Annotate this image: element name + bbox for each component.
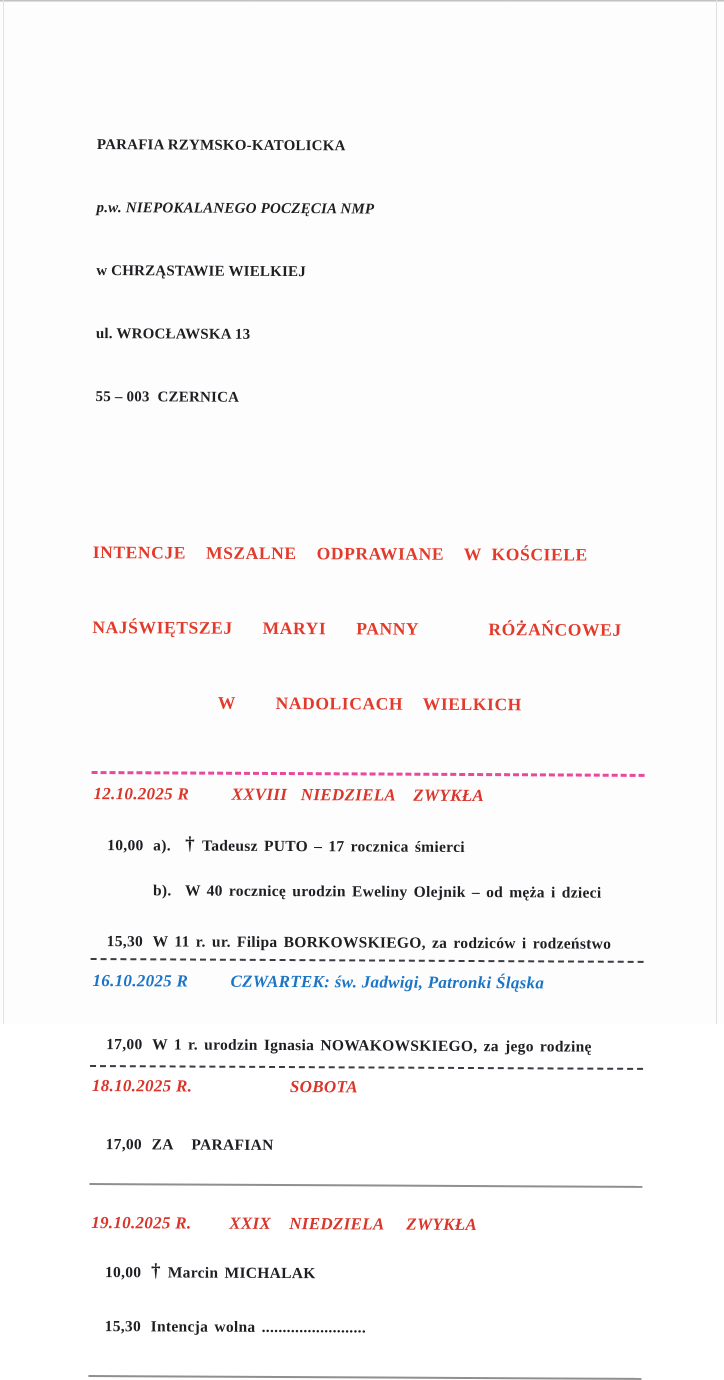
mass-entry	[105, 1262, 718, 1286]
title-line-2: NAJŚWIĘTSZEJ MARYI PANNY RÓŻAŃCOWEJ	[92, 615, 648, 643]
mass-entry	[105, 1316, 718, 1340]
entry-text: W 40 rocznicę urodzin Eweliny Olejnik – od męża i dzieci	[185, 881, 602, 904]
section-day-title: XXIX NIEDZIELA ZWYKŁA	[229, 1212, 477, 1236]
section-day-title: XXVIII NIEDZIELA ZWYKŁA	[231, 783, 484, 807]
section-header-sunday-12-10	[93, 782, 720, 808]
cross-icon: †	[151, 1261, 161, 1280]
entry-time: 17,00	[106, 1134, 152, 1155]
entry-time: 10,00	[107, 835, 153, 856]
section-day-title: CZWARTEK: św. Jadwigi, Patronki Śląska	[230, 970, 544, 995]
entry-text: Tadeusz PUTO – 17 rocznica śmierci	[202, 836, 465, 858]
dark-dashed-divider	[90, 1065, 643, 1070]
mass-entry	[106, 1034, 719, 1058]
solid-divider-bottom	[88, 1375, 641, 1380]
entry-text: ZA PARAFIAN	[152, 1134, 274, 1156]
section-header-saturday-18-10	[92, 1074, 719, 1100]
parish-dedication: p.w. NIEPOKALANEGO POCZĘCIA NMP	[96, 198, 723, 222]
entry-label: b).	[153, 880, 185, 901]
entry-text: W 1 r. urodzin Ignasia NOWAKOWSKIEGO, za jego rodzinę	[152, 1034, 592, 1057]
entry-time: 17,00	[106, 1034, 152, 1055]
parish-postal: 55 – 003 CZERNICA	[95, 387, 722, 411]
entry-label: a).	[153, 835, 185, 856]
title-line-1: INTENCJE MSZALNE ODPRAWIANE W KOŚCIELE	[93, 540, 649, 568]
section-header-sunday-19-10	[91, 1211, 718, 1237]
cross-icon: †	[185, 835, 195, 854]
parish-locality: w CHRZĄSTAWIE WIELKIEJ	[96, 261, 723, 285]
parish-name: PARAFIA RZYMSKO-KATOLICKA	[97, 135, 724, 159]
title-line-3: W NADOLICACH WIELKICH	[92, 690, 648, 718]
section-day-title: SOBOTA	[290, 1075, 358, 1098]
parish-street: ul. WROCŁAWSKA 13	[96, 324, 723, 348]
section-date: 16.10.2025 R	[92, 969, 230, 993]
section-date: 12.10.2025 R	[93, 782, 231, 806]
section-date: 19.10.2025 R.	[91, 1211, 229, 1235]
entry-text: Marcin MICHALAK	[168, 1262, 316, 1284]
pink-dashed-divider	[92, 771, 645, 777]
entry-text: Intencja wolna .........................	[151, 1316, 366, 1338]
mass-entry	[106, 1134, 719, 1158]
solid-divider	[89, 1183, 642, 1188]
mass-intentions-title	[92, 490, 649, 768]
mass-entry	[107, 880, 720, 904]
dark-dashed-divider	[91, 958, 644, 963]
section-date: 18.10.2025 R.	[92, 1074, 230, 1098]
mass-entry	[107, 931, 720, 955]
entry-time: 10,00	[105, 1262, 151, 1283]
parish-header	[95, 93, 724, 453]
entry-time: 15,30	[105, 1316, 151, 1337]
mass-entry	[107, 835, 720, 859]
entry-text: W 11 r. ur. Filipa BORKOWSKIEGO, za rodziców i rodzeństwo	[153, 931, 612, 954]
section-header-thursday-16-10	[92, 969, 719, 995]
entry-time: 15,30	[107, 931, 153, 952]
